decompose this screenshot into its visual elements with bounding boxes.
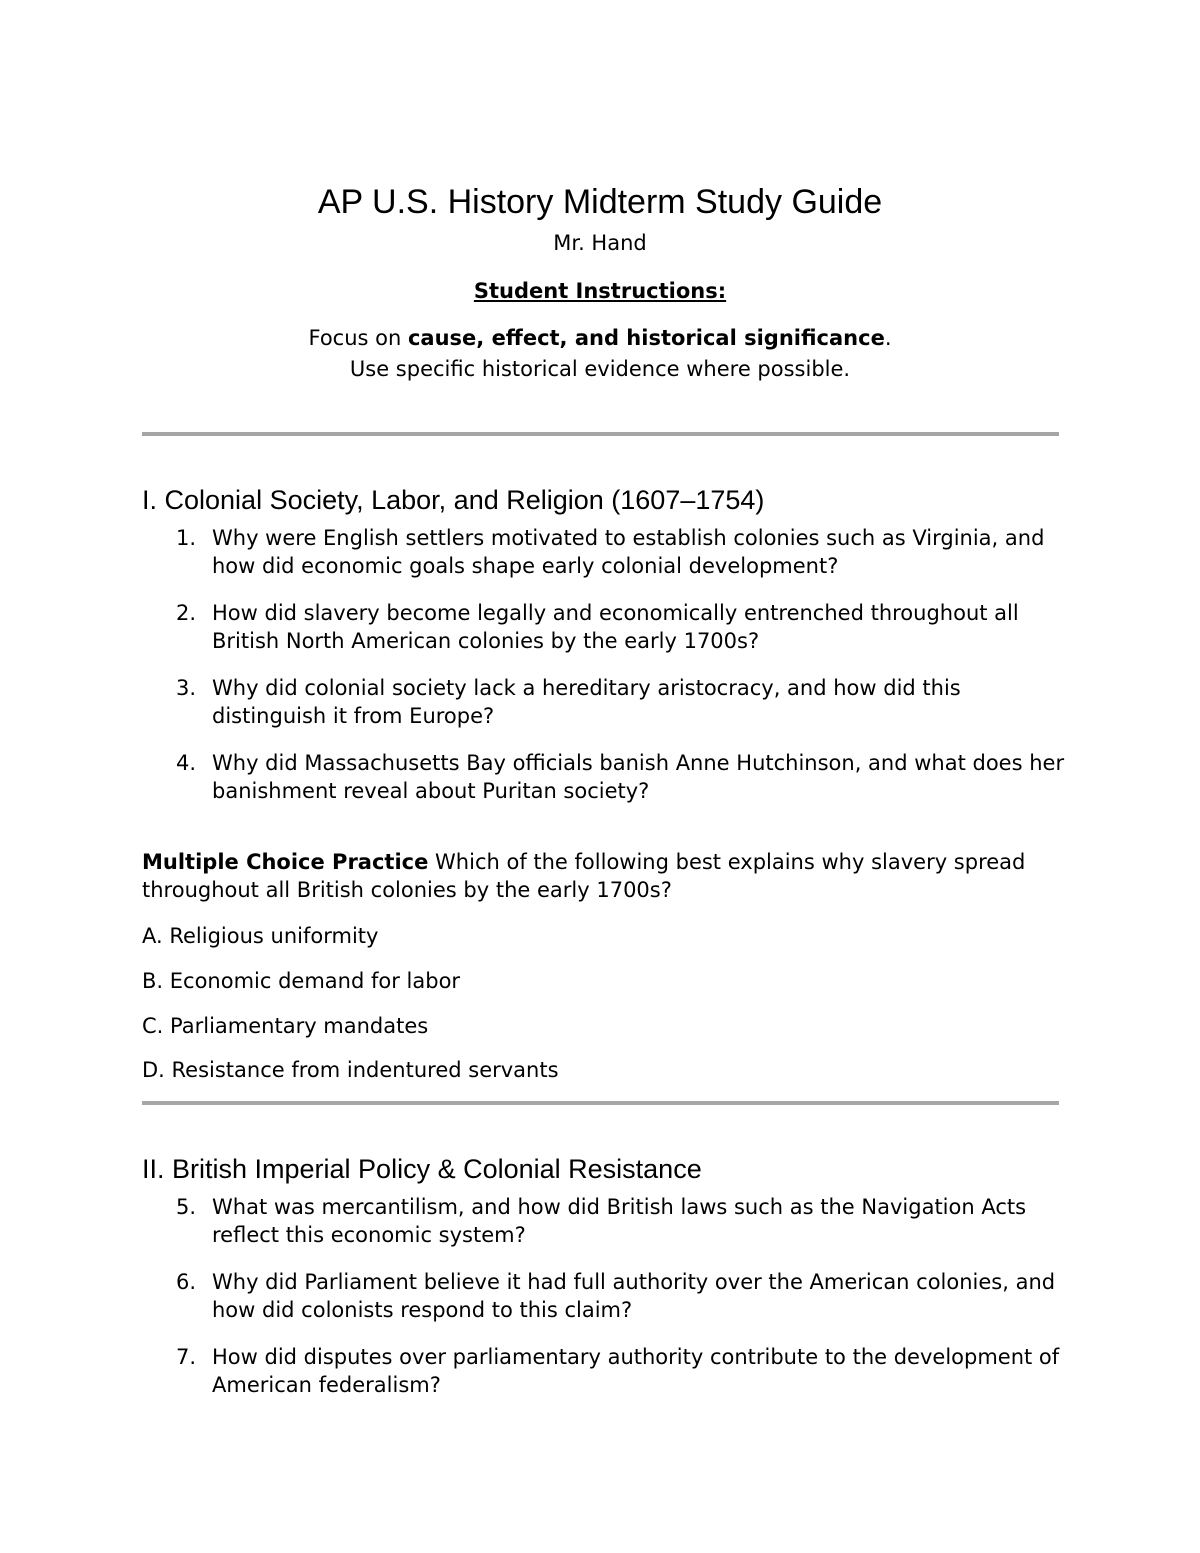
question-item: [142, 524, 1072, 580]
question-text: Why were English settlers motivated to establish colonies such as Virginia, and how did economic goals shape early colonial development?: [212, 526, 1045, 578]
question-text: How did disputes over parliamentary authority contribute to the development of American federalism?: [212, 1345, 1060, 1397]
question-number: 1.: [176, 526, 197, 550]
question-text: What was mercantilism, and how did British laws such as the Navigation Acts reflect this economic system?: [212, 1195, 1027, 1247]
question-item: [142, 1343, 1072, 1399]
question-number: 3.: [176, 676, 197, 700]
instructions-suffix: .: [884, 326, 892, 350]
question-text: Why did Massachusetts Bay officials banish Anne Hutchinson, and what does her banishment reveal about Puritan society?: [212, 751, 1065, 803]
question-list: [142, 524, 1072, 824]
instructions-emphasis: cause, effect, and historical significance: [407, 326, 885, 350]
question-number: 6.: [176, 1270, 197, 1294]
multiple-choice-question: [142, 848, 1062, 904]
question-item: [142, 599, 1072, 655]
section-title: I. Colonial Society, Labor, and Religion (1607–1754): [142, 485, 765, 515]
question-number: 2.: [176, 601, 197, 625]
instructions-line-2: Use specific historical evidence where possible.: [349, 357, 851, 381]
question-item: [142, 674, 1072, 730]
instructions-prefix: Focus on: [308, 326, 408, 350]
instructions-line-1: [0, 324, 1200, 352]
question-text: Why did colonial society lack a hereditary aristocracy, and how did this distinguish it from Europe?: [212, 676, 961, 728]
answer-option-a: A. Religious uniformity: [142, 924, 379, 948]
question-item: [142, 749, 1072, 805]
question-text: Why did Parliament believe it had full authority over the American colonies, and how did colonists respond to this claim?: [212, 1270, 1056, 1322]
answer-option-c: C. Parliamentary mandates: [142, 1014, 429, 1038]
answer-option-b: B. Economic demand for labor: [142, 969, 461, 993]
question-number: 5.: [176, 1195, 197, 1219]
section-title: II. British Imperial Policy & Colonial Resistance: [142, 1154, 702, 1184]
divider: [142, 1101, 1059, 1105]
question-number: 7.: [176, 1345, 197, 1369]
multiple-choice-label: Multiple Choice Practice: [142, 850, 429, 874]
teacher-name: Mr. Hand: [553, 231, 647, 255]
instructions-heading: Student Instructions:: [473, 279, 727, 303]
answer-option-d: D. Resistance from indentured servants: [142, 1058, 559, 1082]
question-list: [142, 1193, 1072, 1418]
question-text: How did slavery become legally and economically entrenched throughout all British North American colonies by the early 1700s?: [212, 601, 1019, 653]
question-item: [142, 1268, 1072, 1324]
question-number: 4.: [176, 751, 197, 775]
question-item: [142, 1193, 1072, 1249]
document-title: AP U.S. History Midterm Study Guide: [317, 183, 883, 221]
multiple-choice-stem: Which of the following best explains why slavery spread throughout all British colonies by the early 1700s?: [142, 850, 1026, 902]
divider: [142, 432, 1059, 436]
